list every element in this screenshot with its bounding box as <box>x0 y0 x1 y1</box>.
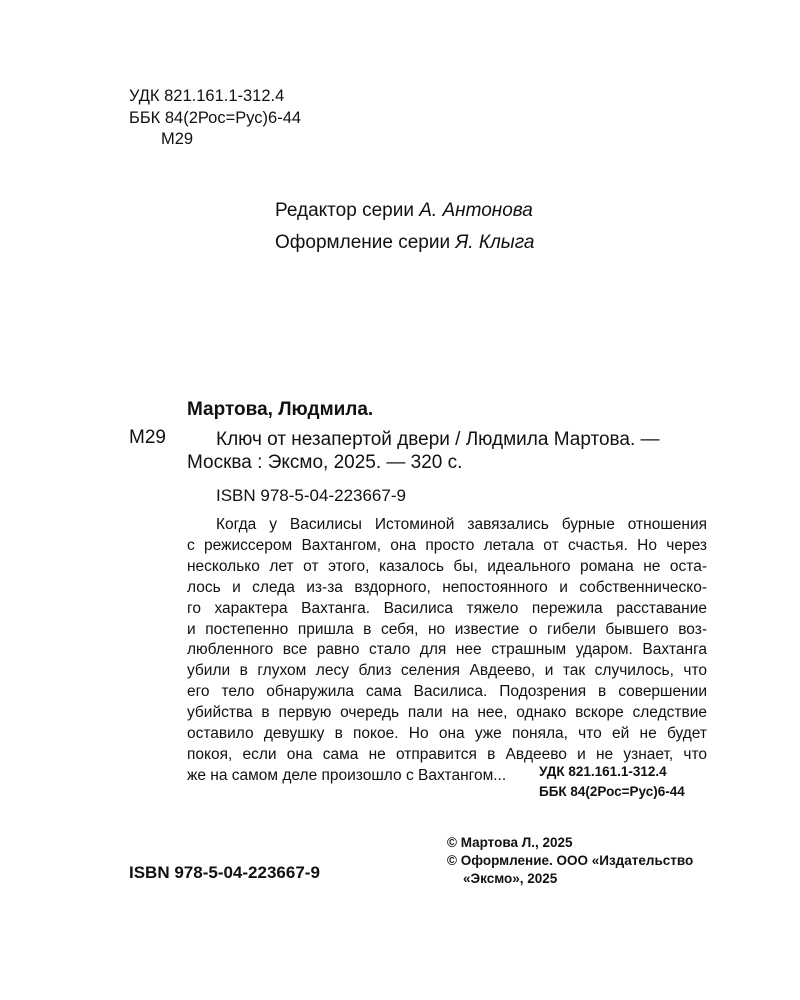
annotation-line: его тело обнаружила сама Василиса. Подозрения в совершении <box>187 683 707 701</box>
annotation-paragraph <box>187 515 707 787</box>
annotation-line: го характера Вахтанга. Василиса тяжело пережила расставание <box>187 599 707 617</box>
annotation-line: убили в глухом лесу близ селения Авдеево, и так случилось, что <box>187 662 707 680</box>
series-editor-credit <box>275 199 533 223</box>
series-design-name: Я. Клыга <box>455 232 535 253</box>
annotation-line: же на самом деле произошло с Вахтангом... <box>187 766 507 784</box>
series-editor-name: А. Антонова <box>419 200 533 221</box>
bbk-code: ББК 84(2Рос=Рус)6-44 <box>129 108 302 127</box>
copyright-publisher: «Эксмо», 2025 <box>463 871 558 886</box>
annotation-line: несколько лет от этого, казалось бы, идеального романа не оста- <box>187 557 707 575</box>
author-mark-code: М29 <box>161 130 194 148</box>
copyright-design: © Оформление. ООО «Издательство <box>447 853 694 868</box>
bbk-code-repeat: ББК 84(2Рос=Рус)6-44 <box>539 784 685 799</box>
catalog-repeat-block <box>539 762 685 802</box>
bibliographic-code: М29 <box>129 427 166 448</box>
bibliographic-isbn: ISBN 978-5-04-223667-9 <box>216 486 406 505</box>
catalog-block <box>129 86 301 151</box>
bibliographic-publisher-line: Москва : Эксмо, 2025. — 320 с. <box>187 452 463 473</box>
annotation-line: лось и следа из-за вздорного, непостоянного и собственническо- <box>187 578 707 596</box>
copyright-block <box>447 834 693 888</box>
udk-code-repeat: УДК 821.161.1-312.4 <box>539 764 667 779</box>
annotation-line: любленного все равно стало для нее страшным ударом. Вахтанга <box>187 641 707 659</box>
bibliographic-title-line: Ключ от незапертой двери / Людмила Мартова. — <box>216 429 660 450</box>
udk-code: УДК 821.161.1-312.4 <box>129 87 285 105</box>
isbn-footer: ISBN 978-5-04-223667-9 <box>129 863 320 882</box>
annotation-line: убийства в первую очередь пали на нее, однако вскоре следствие <box>187 704 707 722</box>
series-design-role: Оформление серии <box>275 232 451 253</box>
annotation-line: с режиссером Вахтангом, она просто летала от счастья. Но через <box>187 536 707 554</box>
annotation-line: и постепенно пришла в себя, но известие о гибели бывшего воз- <box>187 620 707 638</box>
annotation-line: оставило девушку в покое. Но она уже поняла, что ей не будет <box>187 725 707 743</box>
series-design-credit <box>275 231 535 255</box>
copyright-author: © Мартова Л., 2025 <box>447 835 573 850</box>
annotation-line: покоя, если она сама не отправится в Авдеево и не узнает, что <box>187 745 707 763</box>
bibliographic-author: Мартова, Людмила. <box>187 399 374 420</box>
annotation-line: Когда у Василисы Истоминой завязались бурные отношения <box>216 516 707 533</box>
series-editor-role: Редактор серии <box>275 200 414 221</box>
